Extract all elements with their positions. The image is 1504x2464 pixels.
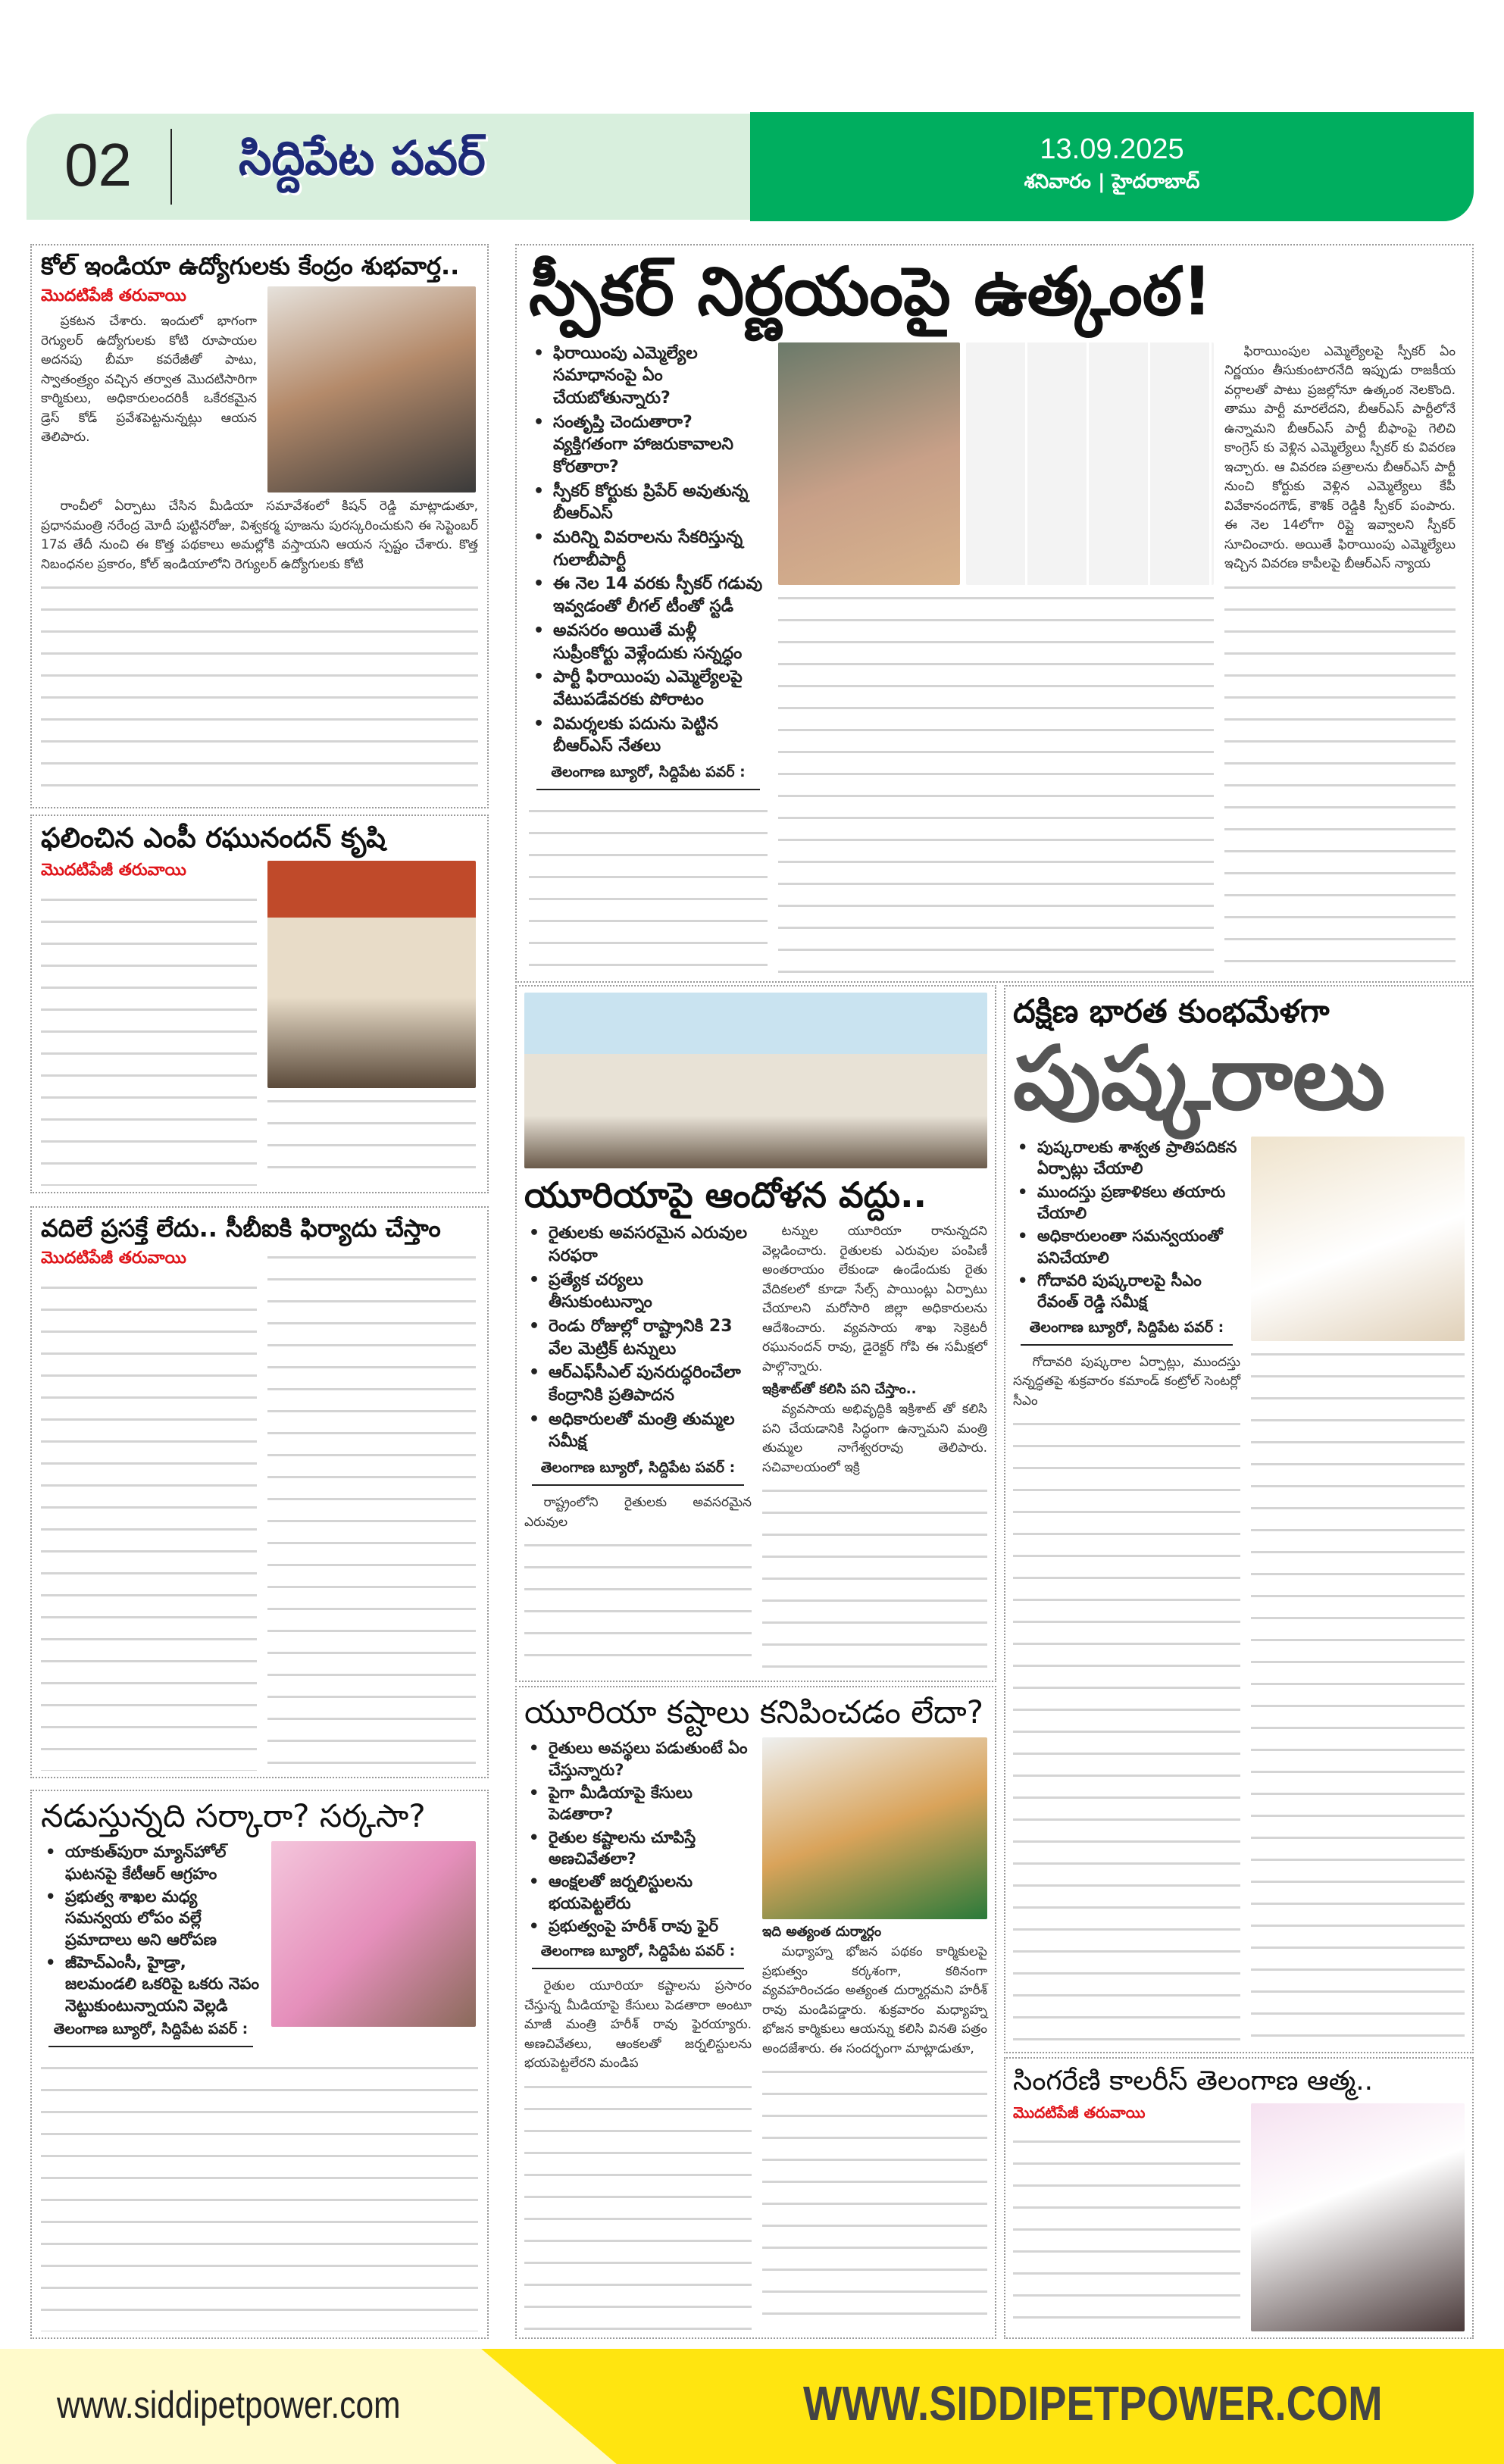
headline-top: దక్షిణ భారత కుంభమేళగా <box>1013 993 1330 1030</box>
byline: తెలంగాణ బ్యూరో, సిద్దిపేట పవర్ : <box>536 764 760 790</box>
article-body: రైతుల యూరియా కష్టాలను ప్రసారం చేస్తున్న మీడియాపై కేసులు పెడతారా అంటూ మాజీ మంత్రి హరీశ్ రావు ఫైరయ్యారు. అణచివేతలు, ఆంకలతో జర్నలిస్టులను భయపెట్టలేరని మండిప <box>524 1978 752 2072</box>
headline: యూరియా కష్టాలు కనిపించడం లేదా? <box>524 1693 984 1731</box>
issue-date: 13.09.2025 <box>1040 133 1184 165</box>
continued-kicker: మొదటిపేజీ తరువాయి <box>41 286 186 306</box>
page-number: 02 <box>64 131 132 199</box>
article-body: ఫిరాయింపుల ఎమ్మెల్యేలపై స్పీకర్ ఏం నిర్ణయం తీసుకుంటారనేది ఇప్పుడు రాజకీయ వర్గాలతో పాటు ప్రజల్లోనూ ఉత్కంఠ నెలకొంది. తాము పార్టీ మారలేదని, బీఆర్ఎస్ పార్టీలోనే ఉన్నామని బీఆర్ఎస్ పార్టీ బీఫాంపై గెలిచి కాంగ్రెస్ కు వెళ్లిన ఎమ్మెల్యేలు స్పీకర్ కు వివరణ ఇచ్చారు. ఆ వివరణ పత్రాలను బీఆర్ఎస్ పార్టీ నుంచి కోర్టుకు వెళ్లిన ఎమ్మెల్యేలు కేపీ వివేకానందగౌడ్, కౌశిక్ రెడ్డికి స్పీకర్ పంపారు. ఈ నెల 14లోగా రిప్లై ఇవ్వాలని స్పీకర్ సూచించారు. అయితే ఫిరాయింపు ఎమ్మెల్యేలు ఇచ్చిన వివరణ కాపీలపై బీఆర్ఎస్ న్యాయ <box>1224 343 1456 572</box>
article-pushkaralu <box>1004 985 1474 2053</box>
photo-press-meet <box>267 861 476 1088</box>
article-body <box>1013 2133 1240 2331</box>
header-band-right <box>750 112 1474 221</box>
article-body <box>41 891 257 1186</box>
article-body-continued: రాంచీలో ఏర్పాటు చేసిన మీడియా సమావేశంలో కిషన్ రెడ్డి మాట్లాడుతూ, ప్రధానమంత్రి నరేంద్ర మోదీ పుట్టినరోజు, విశ్వకర్మ పూజను పురస్కరించుకుని ఈ సెప్టెంబర్ 17వ తేదీ నుంచి ఈ కొత్త పథకాలు అమల్లోకి వస్తాయని ఆయన స్పష్టం చేశారు. కొత్త నిబంధనల ప్రకారం, కోల్ ఇండియాలోని రెగ్యులర్ ఉద్యోగులకు కోటి <box>41 499 478 572</box>
article-raghunandan <box>30 815 489 1193</box>
article-body-col2: టన్నుల యూరియా రానున్నదని వెల్లడించారు. రైతులకు ఎరువుల పంపిణీ అంతరాయం లేకుండా ఉండేందుకు రైతు వేదికలలో కూడా సేల్స్ పాయింట్లు ఏర్పాటు చేయాలని మరోసారి జిల్లా అధికారులను ఆదేశించారు. వ్యవసాయ శాఖ సెక్రెటరీ రఘునందన్ రావు, డైరెక్టర్ గోపి ఈ సమీక్షలో పాల్గొన్నారు. <box>762 1224 987 1374</box>
divider <box>170 129 172 205</box>
subhead-body: వ్యవసాయ అభివృద్ధికి ఇక్రిశాట్ తో కలిసి పని చేయడానికి సిద్ధంగా ఉన్నామని మంత్రి తుమ్మల నాగేశ్వరరావు తెలిపారు. సచివాలయంలో ఇక్రి <box>762 1402 987 1475</box>
byline: తెలంగాణ బ్యూరో, సిద్దిపేట పవర్ : <box>1021 1319 1233 1346</box>
bullet-list: • రైతులకు అవసరమైన ఎరువుల సరఫరా • ప్రత్యేక చర్యలు తీసుకుంటున్నాం • రెండు రోజుల్లో రాష్ట్రానికి 23 వేల మెట్రిక్ టన్నులు • ఆర్ఎఫ్‌సీఎల్ పునరుద్ధరించేలా కేంద్రానికి ప్రతిపాదన • అధికారులతో మంత్రి తుమ్మల సమీక్ష <box>524 1222 752 1455</box>
article-body-col2 <box>267 1249 476 1771</box>
photo-speaker <box>778 342 960 585</box>
article-harish-rao <box>515 1686 996 2339</box>
text-continuation <box>529 802 768 975</box>
text-continuation <box>1013 1415 1240 2046</box>
headline: కోల్ ఇండియా ఉద్యోగులకు కేంద్రం శుభవార్త.. <box>41 252 460 280</box>
footer-url-left[interactable]: www.siddipetpower.com <box>57 2384 401 2426</box>
bullet-list: • రైతులు అవస్థలు పడుతుంటే ఏం చేస్తున్నారు? • పైగా మీడియాపై కేసులు పెడతారా? • రైతుల కష్టాలను చూపిస్తే అణచివేతలా? • ఆంక్షలతో జర్నలిస్టులను భయపెట్టలేరు • ప్రభుత్వంపై హరీశ్ రావు ఫైర్ <box>524 1737 752 1938</box>
lead-headline: స్పీకర్ నిర్ణయంపై ఉత్కంఠ! <box>529 252 1213 330</box>
photo-minister <box>1251 2103 1465 2331</box>
headline: నడుస్తున్నది సర్కారా? సర్కసా? <box>41 1797 426 1834</box>
article-cbi <box>30 1206 489 1778</box>
text-continuation <box>524 1537 752 1674</box>
article-body-col2 <box>778 589 1214 975</box>
article-body <box>41 1279 257 1771</box>
bullet-list: • ఫిరాయింపు ఎమ్మెల్యేల సమాధానంపై ఏం చేయబోతున్నారు? • సంతృప్తి చెందుతారా? వ్యక్తిగతంగా హాజరుకావాలని కోరతారా? • స్పీకర్ కోర్టుకు ప్రిపేర్ అవుతున్న బీఆర్ఎస్ • మరిన్ని వివరాలను సేకరిస్తున్న గులాబీపార్టీ • ఈ నెల 14 వరకు స్పీకర్ గడువు ఇవ్వడంతో లీగల్ టీంతో స్టడీ • అవసరం అయితే మళ్లీ సుప్రీంకోర్టు వెళ్లేందుకు సన్నద్ధం • పార్టీ ఫిరాయింపు ఎమ్మెల్యేలపై వేటుపడేవరకు పోరాటం • విమర్శలకు పదును పెట్టిన బీఆర్ఎస్ నేతలు <box>529 342 768 759</box>
subhead: ఇది అత్యంత దుర్మార్గం <box>762 1924 882 1940</box>
headline: సింగరేణి కాలరీస్ తెలంగాణ ఆత్మ.. <box>1013 2065 1374 2097</box>
article-body: ప్రకటన చేశారు. ఇందులో భాగంగా రెగ్యులర్ ఉద్యోగులకు కోటి రూపాయల అదనపు బీమా కవరేజీతో పాటు, స్వాతంత్ర్యం వచ్చిన తర్వాత మొదటిసారిగా కార్మికులు, అధికారులందరికీ ఒకేరకమైన డ్రెస్ కోడ్ ప్రవేశపెట్టనున్నట్లు ఆయన తెలిపారు. <box>41 314 257 446</box>
continued-kicker: మొదటిపేజీ తరువాయి <box>41 861 186 880</box>
article-urea <box>515 985 996 1682</box>
bullet-list: • పుష్కరాలకు శాశ్వత ప్రాతిపదికన ఏర్పాట్లు చేయాలి • ముందస్తు ప్రణాళికలు తయారు చేయాలి • అధికారులంతా సమన్వయంతో పనిచేయాలి • గోదావరి పుష్కరాలపై సీఎం రేవంత్ రెడ్డి సమీక్ష <box>1013 1137 1240 1315</box>
continued-kicker: మొదటిపేజీ తరువాయి <box>1013 2103 1146 2122</box>
photo-ktr <box>271 1841 476 2027</box>
text-continuation-col2 <box>762 2063 987 2331</box>
text-continuation <box>267 1093 476 1186</box>
article-body: గోదావరి పుష్కరాల ఏర్పాట్లు, ముందస్తు సన్నద్ధతపై శుక్రవారం కమాండ్ కంట్రోల్ సెంటర్లో సీఎం <box>1013 1354 1240 1409</box>
article-body <box>41 2059 478 2331</box>
article-body: రాష్ట్రంలోని రైతులకు అవసరమైన ఎరువుల <box>524 1495 752 1530</box>
byline: తెలంగాణ బ్యూరో, సిద్దిపేట పవర్ : <box>48 2021 253 2047</box>
bullet-list: • యాకుత్‌పురా మ్యాన్‌హోల్ ఘటనపై కేటీఆర్ ఆగ్రహం • ప్రభుత్వ శాఖల మధ్య సమన్వయ లోపం వల్లే ప్రమాదాలు అని ఆరోపణ • జీహెచ్ఎంసీ, హైడ్రా, జలమండలి ఒకరిపై ఒకరు నెపం నెట్టుకుంటున్నాయని వెల్లడి <box>41 1841 261 2016</box>
article-body-col2 <box>1251 1346 1465 2046</box>
article-coal-india <box>30 244 489 808</box>
article-body-col3 <box>1224 579 1456 975</box>
headline-main: పుష్కరాలు <box>1013 1027 1386 1130</box>
continued-kicker: మొదటిపేజీ తరువాయి <box>41 1249 186 1268</box>
article-ktr <box>30 1790 489 2339</box>
photo-kishan-reddy <box>267 286 476 492</box>
photo-grid-mlas <box>966 342 1214 585</box>
headline: వదిలే ప్రసక్తే లేదు.. సీబీఐకి ఫిర్యాదు చేస్తాం <box>41 1214 441 1243</box>
article-speaker <box>515 244 1474 983</box>
masthead-logo: సిద్దిపేట పవర్ <box>239 130 486 186</box>
issue-day-city: శనివారం | హైదరాబాద్ <box>1024 170 1200 193</box>
headline: ఫలించిన ఎంపీ రఘునందన్ కృషి <box>41 823 386 854</box>
text-continuation <box>524 2078 752 2331</box>
subhead-body: మధ్యాహ్న భోజన పథకం కార్మికులపై ప్రభుత్వం కర్కశంగా, కఠినంగా వ్యవహరించడం అత్యంత దుర్మార్గమని హరీశ్ రావు మండిపడ్డారు. శుక్రవారం మధ్యాహ్న భోజన కార్మికులు ఆయన్ను కలిసి వినతి పత్రం అందజేశారు. ఈ సందర్భంగా మాట్లాడుతూ, <box>762 1944 987 2056</box>
headline: యూరియాపై ఆందోళన వద్దు.. <box>524 1174 927 1215</box>
byline: తెలంగాణ బ్యూరో, సిద్దిపేట పవర్ : <box>532 1943 744 1969</box>
photo-revanth-reddy <box>1251 1137 1465 1341</box>
photo-mid-day-meal-workers <box>762 1737 987 1919</box>
footer-url-right[interactable]: WWW.SIDDIPETPOWER.COM <box>803 2376 1383 2431</box>
subhead: ఇక్రిశాట్‌తో కలిసి పని చేస్తాం.. <box>762 1381 917 1398</box>
photo-minister-meeting <box>524 993 987 1168</box>
text-continuation <box>41 579 478 801</box>
text-continuation-col2 <box>762 1482 987 1674</box>
article-singareni <box>1004 2057 1474 2339</box>
byline: తెలంగాణ బ్యూరో, సిద్దిపేట పవర్ : <box>532 1459 744 1486</box>
